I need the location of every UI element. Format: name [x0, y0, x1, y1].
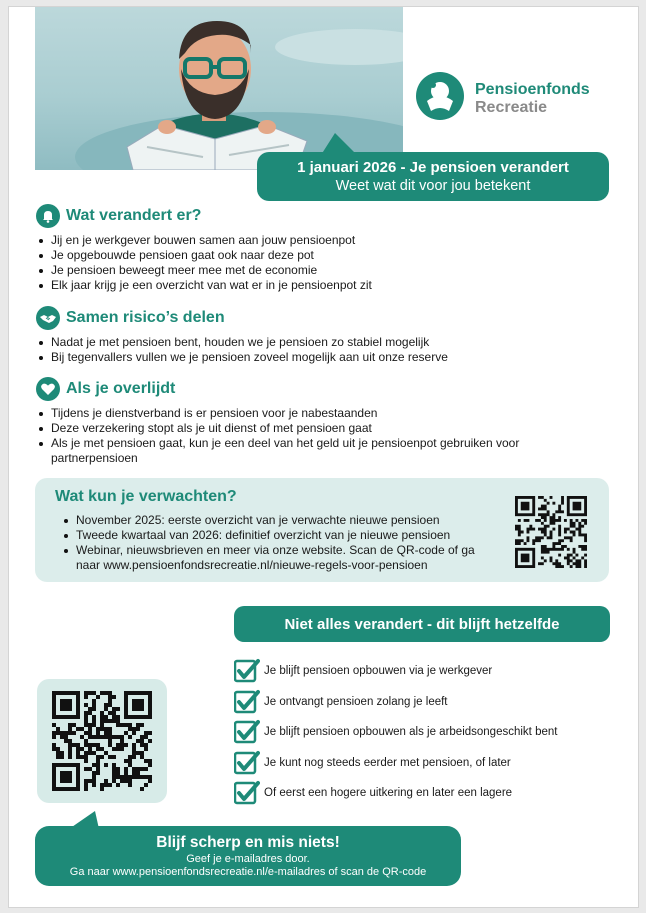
check-item	[234, 656, 614, 686]
email-qr-code[interactable]	[52, 691, 152, 791]
headline-banner	[257, 152, 609, 201]
banner-title: 1 januari 2026 - Je pensioen verandert	[297, 159, 569, 176]
check-item	[234, 778, 614, 808]
email-qr-panel	[37, 679, 167, 803]
section-title: Als je overlijdt	[66, 380, 176, 397]
list-item: Webinar, nieuwsbrieven en meer via onze website. Scan de QR-code of ga naar www.pensioenfondsrecreatie.nl/nieuwe-regels-voor-pensioen	[61, 543, 501, 573]
cta-line-1: Geef je e-mailadres door.	[186, 853, 310, 865]
list-item: Elk jaar krijg je een overzicht van wat er in je pensioenpot zit	[36, 278, 596, 293]
expectations-box	[35, 478, 609, 582]
cta-line-2[interactable]: Ga naar www.pensioenfondsrecreatie.nl/e-mailadres of scan de QR-code	[69, 866, 427, 878]
unchanged-heading: Niet alles verandert - dit blijft hetzelfde	[234, 606, 610, 642]
check-item	[234, 687, 614, 717]
flyer-page	[8, 6, 639, 908]
check-item-label: Je ontvangt pensioen zolang je leeft	[264, 695, 448, 708]
section-title: Wat verandert er?	[66, 207, 202, 224]
cta-title: Blijf scherp en mis niets!	[156, 834, 340, 851]
list-item: Je opgebouwde pensioen gaat ook naar deze pot	[36, 248, 596, 263]
death-list	[36, 406, 596, 466]
risks-list	[36, 335, 596, 365]
list-item: Tijdens je dienstverband is er pensioen voor je nabestaanden	[36, 406, 596, 421]
changes-list	[36, 233, 596, 293]
check-item-label: Of eerst een hogere uitkering en later een lagere	[264, 787, 513, 800]
bell-icon	[36, 204, 60, 228]
list-item: Je pensioen beweegt meer mee met de economie	[36, 263, 596, 278]
newsletter-cta	[35, 826, 461, 886]
handshake-icon	[36, 306, 60, 330]
list-item: Jij en je werkgever bouwen samen aan jouw pensioenpot	[36, 233, 596, 248]
section-heading-death	[36, 377, 175, 401]
list-item: Bij tegenvallers vullen we je pensioen zoveel mogelijk aan uit onze reserve	[36, 350, 596, 365]
logo	[415, 71, 615, 119]
expectations-title: Wat kun je verwachten?	[55, 488, 237, 505]
checkbox-check-icon	[234, 780, 260, 806]
logo-mark-icon	[415, 71, 465, 121]
checkbox-check-icon	[234, 689, 260, 715]
check-item-label: Je blijft pensioen opbouwen via je werkgever	[264, 665, 493, 677]
section-title: Samen risico’s delen	[66, 309, 225, 326]
section-heading-changes	[36, 204, 201, 228]
logo-subname: Recreatie	[475, 99, 548, 116]
expectations-list	[61, 513, 501, 573]
checkbox-check-icon	[234, 750, 260, 776]
check-item	[234, 717, 614, 747]
list-item: November 2025: eerste overzicht van je verwachte nieuwe pensioen	[61, 513, 501, 528]
logo-name: Pensioenfonds	[475, 81, 590, 98]
heart-icon	[36, 377, 60, 401]
checkbox-check-icon	[234, 719, 260, 745]
unchanged-checklist	[234, 656, 614, 809]
check-item	[234, 748, 614, 778]
section-heading-risks	[36, 306, 225, 330]
list-item: Nadat je met pensioen bent, houden we je pensioen zo stabiel mogelijk	[36, 335, 596, 350]
list-item: Deze verzekering stopt als je uit dienst of met pensioen gaat	[36, 421, 596, 436]
checkbox-check-icon	[234, 658, 260, 684]
list-item: Tweede kwartaal van 2026: definitief overzicht van je nieuwe pensioen	[61, 528, 501, 543]
check-item-label: Je blijft pensioen opbouwen als je arbeidsongeschikt bent	[264, 726, 558, 739]
banner-subtitle: Weet wat dit voor jou betekent	[335, 178, 531, 194]
check-item-label: Je kunt nog steeds eerder met pensioen, of later	[264, 756, 511, 769]
list-item: Als je met pensioen gaat, kun je een deel van het geld uit je pensioenpot gebruiken voor partnerpensioen	[36, 436, 596, 466]
website-qr-code[interactable]	[515, 496, 587, 568]
